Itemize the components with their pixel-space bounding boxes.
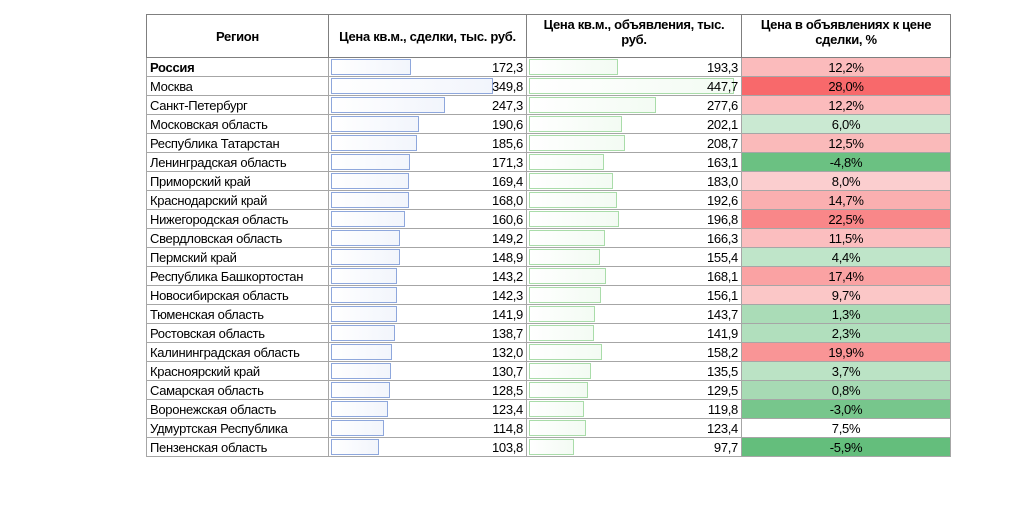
deal-price-bar	[331, 401, 388, 417]
table-row	[147, 96, 951, 115]
ad-vs-deal-cell: 0,8%	[742, 381, 951, 400]
deal-price-value: 171,3	[491, 154, 523, 170]
ad-price-value: 123,4	[706, 420, 738, 436]
ad-vs-deal-cell: 9,7%	[742, 286, 951, 305]
region-cell: Санкт-Петербург	[147, 96, 329, 115]
deal-price-cell	[329, 96, 527, 115]
region-cell: Новосибирская область	[147, 286, 329, 305]
region-cell: Ленинградская область	[147, 153, 329, 172]
deal-price-value: 168,0	[491, 192, 523, 208]
ad-price-value: 158,2	[706, 344, 738, 360]
price-table-container	[146, 14, 950, 457]
table-row	[147, 267, 951, 286]
ad-vs-deal-cell: 14,7%	[742, 191, 951, 210]
ad-price-cell	[527, 134, 742, 153]
ad-price-cell	[527, 343, 742, 362]
header-deal-price: Цена кв.м., сделки, тыс. руб.	[329, 15, 527, 58]
region-cell: Пензенская область	[147, 438, 329, 457]
ad-price-cell	[527, 438, 742, 457]
deal-price-value: 128,5	[491, 382, 523, 398]
region-cell: Москва	[147, 77, 329, 96]
deal-price-bar	[331, 230, 400, 246]
ad-vs-deal-cell: 1,3%	[742, 305, 951, 324]
deal-price-cell	[329, 191, 527, 210]
deal-price-value: 114,8	[492, 420, 523, 436]
ad-vs-deal-cell: 22,5%	[742, 210, 951, 229]
deal-price-bar	[331, 135, 417, 151]
deal-price-bar	[331, 439, 379, 455]
deal-price-value: 132,0	[491, 344, 523, 360]
region-cell: Удмуртская Республика	[147, 419, 329, 438]
deal-price-bar	[331, 420, 384, 436]
table-row	[147, 172, 951, 191]
table-row	[147, 191, 951, 210]
deal-price-cell	[329, 362, 527, 381]
deal-price-cell	[329, 248, 527, 267]
deal-price-value: 149,2	[491, 230, 523, 246]
header-ad-price: Цена кв.м., объявления, тыс. руб.	[527, 15, 742, 58]
region-cell: Ростовская область	[147, 324, 329, 343]
ad-price-bar	[529, 173, 613, 189]
deal-price-cell	[329, 286, 527, 305]
header-ad-vs-deal: Цена в объявлениях к цене сделки, %	[742, 15, 951, 58]
ad-price-value: 163,1	[706, 154, 738, 170]
deal-price-cell	[329, 229, 527, 248]
deal-price-cell	[329, 305, 527, 324]
region-cell: Калининградская область	[147, 343, 329, 362]
ad-vs-deal-cell: 2,3%	[742, 324, 951, 343]
ad-price-value: 196,8	[706, 211, 738, 227]
table-body	[147, 58, 951, 457]
deal-price-cell	[329, 438, 527, 457]
ad-price-bar	[529, 230, 605, 246]
deal-price-value: 138,7	[491, 325, 523, 341]
ad-price-cell	[527, 191, 742, 210]
deal-price-bar	[331, 173, 409, 189]
price-table	[146, 14, 951, 457]
ad-price-bar	[529, 325, 594, 341]
table-row	[147, 419, 951, 438]
table-row	[147, 381, 951, 400]
region-cell: Воронежская область	[147, 400, 329, 419]
deal-price-bar	[331, 344, 392, 360]
region-cell: Пермский край	[147, 248, 329, 267]
deal-price-cell	[329, 381, 527, 400]
ad-vs-deal-cell: -5,9%	[742, 438, 951, 457]
ad-price-bar	[529, 59, 618, 75]
deal-price-cell	[329, 343, 527, 362]
table-row	[147, 343, 951, 362]
deal-price-cell	[329, 115, 527, 134]
deal-price-bar	[331, 116, 419, 132]
ad-price-cell	[527, 229, 742, 248]
table-row	[147, 362, 951, 381]
ad-price-bar	[529, 439, 574, 455]
deal-price-cell	[329, 153, 527, 172]
region-cell: Тюменская область	[147, 305, 329, 324]
ad-price-value: 156,1	[706, 287, 738, 303]
deal-price-bar	[331, 325, 395, 341]
table-row	[147, 229, 951, 248]
ad-price-bar	[529, 78, 734, 94]
deal-price-cell	[329, 58, 527, 77]
table-row	[147, 286, 951, 305]
ad-price-bar	[529, 154, 604, 170]
deal-price-bar	[331, 154, 410, 170]
deal-price-bar	[331, 78, 493, 94]
deal-price-value: 123,4	[491, 401, 523, 417]
deal-price-value: 185,6	[491, 135, 523, 151]
ad-vs-deal-cell: -4,8%	[742, 153, 951, 172]
ad-price-bar	[529, 363, 591, 379]
deal-price-bar	[331, 287, 397, 303]
ad-price-bar	[529, 97, 656, 113]
ad-price-value: 135,5	[706, 363, 738, 379]
ad-price-cell	[527, 400, 742, 419]
deal-price-cell	[329, 324, 527, 343]
ad-price-bar	[529, 211, 619, 227]
deal-price-bar	[331, 192, 409, 208]
ad-vs-deal-cell: -3,0%	[742, 400, 951, 419]
region-cell: Республика Башкортостан	[147, 267, 329, 286]
deal-price-bar	[331, 59, 411, 75]
deal-price-bar	[331, 249, 400, 265]
deal-price-value: 172,3	[491, 59, 523, 75]
ad-price-cell	[527, 115, 742, 134]
deal-price-value: 349,8	[491, 78, 523, 94]
ad-price-cell	[527, 419, 742, 438]
deal-price-value: 103,8	[491, 439, 523, 455]
ad-price-cell	[527, 324, 742, 343]
ad-price-bar	[529, 249, 600, 265]
ad-vs-deal-cell: 17,4%	[742, 267, 951, 286]
ad-price-cell	[527, 267, 742, 286]
ad-vs-deal-cell: 11,5%	[742, 229, 951, 248]
ad-vs-deal-cell: 7,5%	[742, 419, 951, 438]
header-row	[147, 15, 951, 58]
table-row	[147, 134, 951, 153]
ad-price-bar	[529, 287, 601, 303]
region-cell: Республика Татарстан	[147, 134, 329, 153]
table-row	[147, 58, 951, 77]
ad-price-cell	[527, 77, 742, 96]
ad-price-value: 155,4	[706, 249, 738, 265]
deal-price-cell	[329, 419, 527, 438]
ad-price-value: 193,3	[706, 59, 738, 75]
ad-price-value: 141,9	[706, 325, 738, 341]
deal-price-cell	[329, 134, 527, 153]
table-row	[147, 438, 951, 457]
deal-price-value: 148,9	[491, 249, 523, 265]
ad-vs-deal-cell: 4,4%	[742, 248, 951, 267]
ad-price-cell	[527, 58, 742, 77]
deal-price-cell	[329, 210, 527, 229]
ad-price-value: 166,3	[706, 230, 738, 246]
ad-vs-deal-cell: 12,2%	[742, 96, 951, 115]
ad-vs-deal-cell: 6,0%	[742, 115, 951, 134]
deal-price-value: 247,3	[491, 97, 523, 113]
deal-price-value: 169,4	[491, 173, 523, 189]
deal-price-value: 142,3	[491, 287, 523, 303]
ad-price-cell	[527, 210, 742, 229]
deal-price-cell	[329, 267, 527, 286]
deal-price-bar	[331, 306, 397, 322]
ad-price-value: 202,1	[706, 116, 738, 132]
table-row	[147, 77, 951, 96]
table-row	[147, 305, 951, 324]
deal-price-bar	[331, 382, 390, 398]
ad-price-value: 447,7	[706, 78, 738, 94]
deal-price-cell	[329, 77, 527, 96]
ad-price-bar	[529, 135, 625, 151]
region-cell: Московская область	[147, 115, 329, 134]
ad-price-cell	[527, 96, 742, 115]
region-cell: Красноярский край	[147, 362, 329, 381]
ad-vs-deal-cell: 12,5%	[742, 134, 951, 153]
deal-price-value: 130,7	[491, 363, 523, 379]
table-row	[147, 210, 951, 229]
ad-price-bar	[529, 420, 586, 436]
deal-price-value: 160,6	[491, 211, 523, 227]
ad-price-value: 192,6	[706, 192, 738, 208]
ad-price-value: 143,7	[706, 306, 738, 322]
ad-price-cell	[527, 381, 742, 400]
ad-price-bar	[529, 192, 617, 208]
deal-price-bar	[331, 211, 405, 227]
region-cell: Краснодарский край	[147, 191, 329, 210]
ad-vs-deal-cell: 8,0%	[742, 172, 951, 191]
ad-price-value: 277,6	[706, 97, 738, 113]
table-row	[147, 153, 951, 172]
ad-price-value: 168,1	[706, 268, 738, 284]
ad-price-value: 97,7	[713, 439, 738, 455]
ad-price-bar	[529, 401, 584, 417]
ad-price-value: 208,7	[706, 135, 738, 151]
header-region: Регион	[147, 15, 329, 58]
deal-price-cell	[329, 172, 527, 191]
deal-price-value: 141,9	[491, 306, 523, 322]
table-row	[147, 248, 951, 267]
ad-price-cell	[527, 172, 742, 191]
ad-vs-deal-cell: 28,0%	[742, 77, 951, 96]
ad-vs-deal-cell: 19,9%	[742, 343, 951, 362]
region-cell: Россия	[147, 58, 329, 77]
deal-price-bar	[331, 268, 397, 284]
ad-price-bar	[529, 116, 622, 132]
ad-price-value: 129,5	[706, 382, 738, 398]
deal-price-cell	[329, 400, 527, 419]
deal-price-bar	[331, 363, 391, 379]
region-cell: Приморский край	[147, 172, 329, 191]
table-row	[147, 115, 951, 134]
ad-price-value: 183,0	[706, 173, 738, 189]
region-cell: Нижегородская область	[147, 210, 329, 229]
ad-price-bar	[529, 306, 595, 322]
ad-vs-deal-cell: 12,2%	[742, 58, 951, 77]
deal-price-bar	[331, 97, 445, 113]
ad-price-cell	[527, 248, 742, 267]
ad-price-bar	[529, 344, 602, 360]
ad-price-value: 119,8	[707, 401, 738, 417]
region-cell: Свердловская область	[147, 229, 329, 248]
region-cell: Самарская область	[147, 381, 329, 400]
ad-price-cell	[527, 286, 742, 305]
ad-price-bar	[529, 268, 606, 284]
ad-price-cell	[527, 305, 742, 324]
deal-price-value: 190,6	[491, 116, 523, 132]
table-row	[147, 324, 951, 343]
ad-price-cell	[527, 153, 742, 172]
ad-vs-deal-cell: 3,7%	[742, 362, 951, 381]
deal-price-value: 143,2	[491, 268, 523, 284]
table-row	[147, 400, 951, 419]
ad-price-bar	[529, 382, 588, 398]
ad-price-cell	[527, 362, 742, 381]
